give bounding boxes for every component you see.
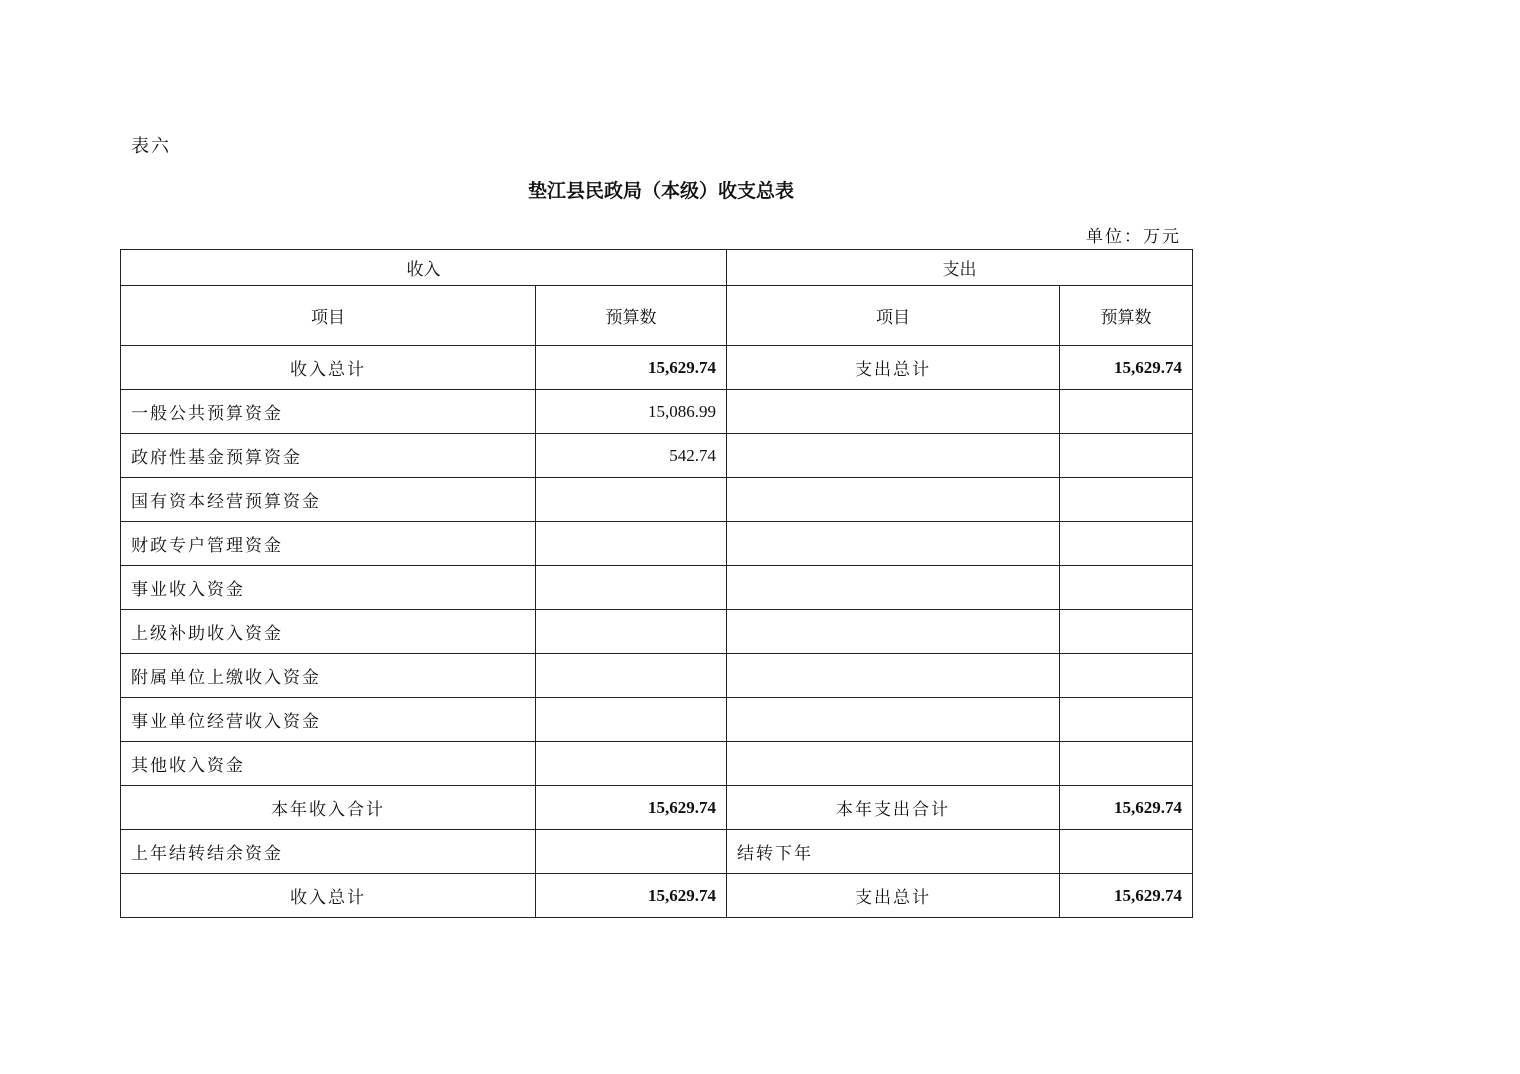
table-row — [121, 390, 1193, 434]
expense-item-cell — [727, 654, 1060, 698]
income-value-cell: 15,629.74 — [536, 786, 727, 830]
income-value-cell: 15,629.74 — [536, 874, 727, 918]
expense-value-cell — [1060, 610, 1193, 654]
expense-value-cell — [1060, 390, 1193, 434]
table-row — [121, 566, 1193, 610]
income-budget-header: 预算数 — [536, 286, 727, 346]
table-row — [121, 346, 1193, 390]
expense-item-cell — [727, 698, 1060, 742]
income-value-cell — [536, 654, 727, 698]
table-row — [121, 478, 1193, 522]
income-value-cell: 542.74 — [536, 434, 727, 478]
income-item-cell: 附属单位上缴收入资金 — [121, 654, 536, 698]
income-value-cell — [536, 522, 727, 566]
expense-item-cell — [727, 434, 1060, 478]
expense-value-cell — [1060, 830, 1193, 874]
income-value-cell — [536, 566, 727, 610]
income-value-cell: 15,086.99 — [536, 390, 727, 434]
expense-item-header: 项目 — [727, 286, 1060, 346]
income-item-cell: 本年收入合计 — [121, 786, 536, 830]
income-value-cell — [536, 478, 727, 522]
table-number-label: 表六 — [131, 136, 171, 157]
expense-item-cell: 本年支出合计 — [727, 786, 1060, 830]
page-title: 垫江县民政局（本级）收支总表 — [527, 180, 794, 202]
expense-item-cell: 支出总计 — [727, 346, 1060, 390]
income-value-cell: 15,629.74 — [536, 346, 727, 390]
income-item-cell: 财政专户管理资金 — [121, 522, 536, 566]
expense-value-cell — [1060, 742, 1193, 786]
table-row — [121, 698, 1193, 742]
expense-budget-header: 预算数 — [1060, 286, 1193, 346]
expense-value-cell — [1060, 698, 1193, 742]
expense-value-cell — [1060, 478, 1193, 522]
table-row — [121, 786, 1193, 830]
income-item-cell: 上年结转结余资金 — [121, 830, 536, 874]
expense-item-cell — [727, 566, 1060, 610]
expense-value-cell — [1060, 522, 1193, 566]
table-row — [121, 874, 1193, 918]
table-row — [121, 610, 1193, 654]
expense-value-cell: 15,629.74 — [1060, 346, 1193, 390]
expense-item-cell: 结转下年 — [727, 830, 1060, 874]
income-item-cell: 国有资本经营预算资金 — [121, 478, 536, 522]
income-value-cell — [536, 742, 727, 786]
table-row — [121, 830, 1193, 874]
expense-value-cell — [1060, 654, 1193, 698]
income-item-cell: 上级补助收入资金 — [121, 610, 536, 654]
table-row — [121, 522, 1193, 566]
income-item-cell: 收入总计 — [121, 346, 536, 390]
unit-note: 单位：万元 — [1086, 227, 1181, 247]
expense-value-cell: 15,629.74 — [1060, 874, 1193, 918]
expense-value-cell — [1060, 434, 1193, 478]
income-value-cell — [536, 610, 727, 654]
table-row — [121, 434, 1193, 478]
income-item-cell: 收入总计 — [121, 874, 536, 918]
income-item-cell: 一般公共预算资金 — [121, 390, 536, 434]
income-item-cell: 其他收入资金 — [121, 742, 536, 786]
expense-value-cell — [1060, 566, 1193, 610]
table-row — [121, 742, 1193, 786]
expense-value-cell: 15,629.74 — [1060, 786, 1193, 830]
expense-item-cell — [727, 610, 1060, 654]
budget-summary-table — [120, 249, 1193, 918]
expense-item-cell — [727, 742, 1060, 786]
income-item-cell: 事业单位经营收入资金 — [121, 698, 536, 742]
expense-item-cell — [727, 522, 1060, 566]
income-value-cell — [536, 698, 727, 742]
income-item-cell: 事业收入资金 — [121, 566, 536, 610]
table-row — [121, 654, 1193, 698]
income-value-cell — [536, 830, 727, 874]
expense-item-cell: 支出总计 — [727, 874, 1060, 918]
column-header-row — [121, 286, 1193, 346]
income-section-header: 收入 — [121, 250, 727, 286]
section-header-row — [121, 250, 1193, 286]
expense-item-cell — [727, 478, 1060, 522]
income-item-header: 项目 — [121, 286, 536, 346]
expense-section-header: 支出 — [727, 250, 1193, 286]
expense-item-cell — [727, 390, 1060, 434]
income-item-cell: 政府性基金预算资金 — [121, 434, 536, 478]
